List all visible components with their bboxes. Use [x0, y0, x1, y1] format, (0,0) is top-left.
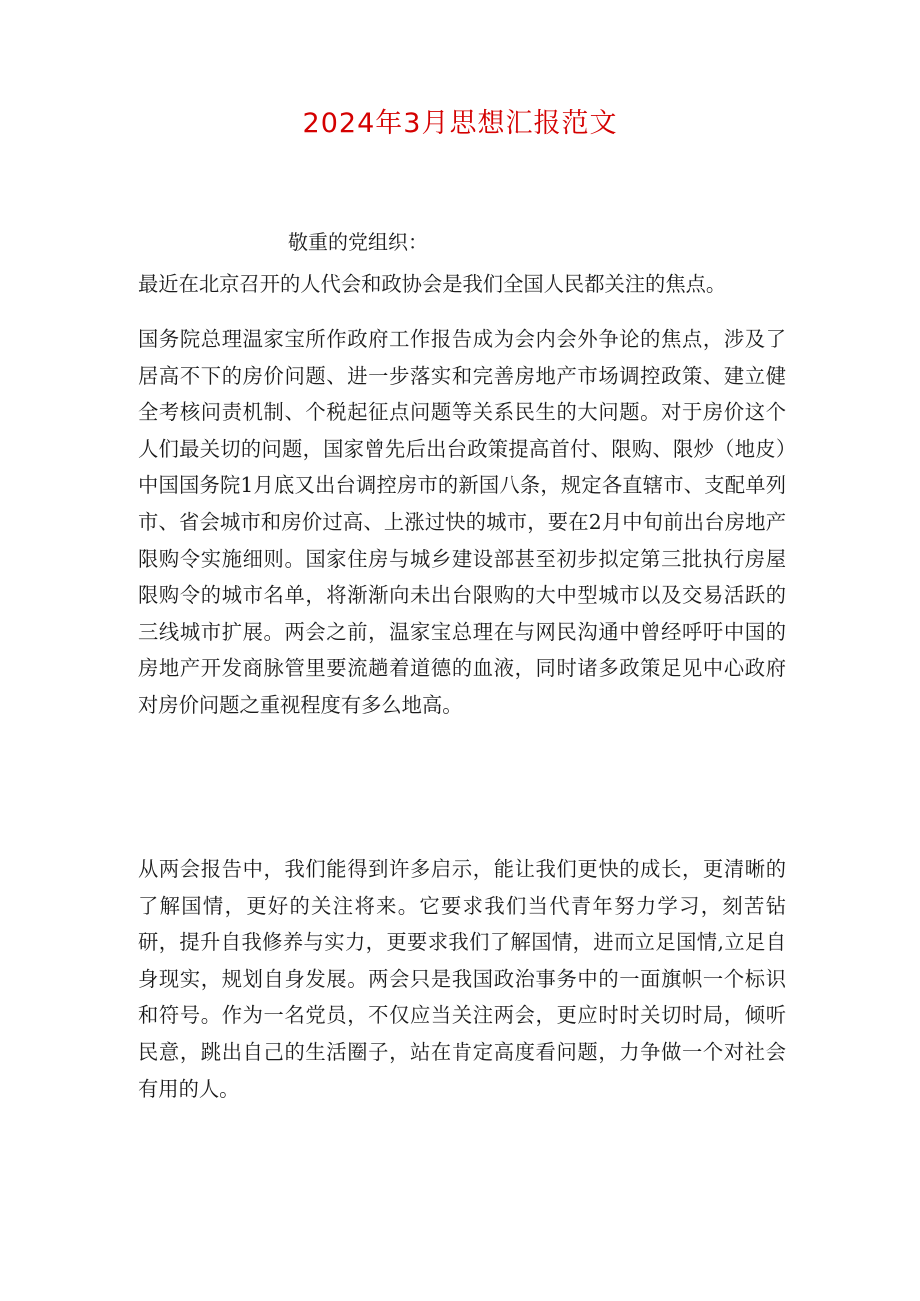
paragraph-reflection: 从两会报告中，我们能得到许多启示，能让我们更快的成长，更清晰的了解国情，更好的关注将来。它要求我们当代青年努力学习，刻苦钻研，提升自我修养与实力，更要求我们了解国情，进而立足国情,立足自身现实，规划自身发展。两会只是我国政治事务中的一面旗帜一个标识和符号。作为一名党员，不仅应当关注两会，更应时时关切时局，倾听民意，跳出自己的生活圈子，站在肯定高度看问题，力争做一个对社会有用的人。	[138, 857, 786, 1101]
paragraph-intro: 最近在北京召开的人代会和政协会是我们全国人民都关注的焦点。	[138, 272, 727, 296]
salutation: 敬重的党组织：	[288, 230, 428, 254]
paragraph-report: 国务院总理温家宝所作政府工作报告成为会内会外争论的焦点，涉及了居高不下的房价问题、进一步落实和完善房地产市场调控政策、建立健全考核问责机制、个税起征点问题等关系民生的大问题。对于房价这个人们最关切的问题，国家曾先后出台政策提高首付、限购、限炒（地皮）中国国务院1月底又出台调控房市的新国八条，规定各直辖市、支配单列市、省会城市和房价过高、上涨过快的城市，要在2月中旬前出台房地产限购令实施细则。国家住房与城乡建设部甚至初步拟定第三批执行房屋限购令的城市名单，将渐渐向未出台限购的大中型城市以及交易活跃的三线城市扩展。两会之前，温家宝总理在与网民沟通中曾经呼吁中国的房地产开发商脉管里要流趟着道德的血液，同时诸多政策足见中心政府对房价问题之重视程度有多么地高。	[138, 327, 786, 717]
document-title: 2024年3月思想汇报范文	[302, 108, 618, 139]
